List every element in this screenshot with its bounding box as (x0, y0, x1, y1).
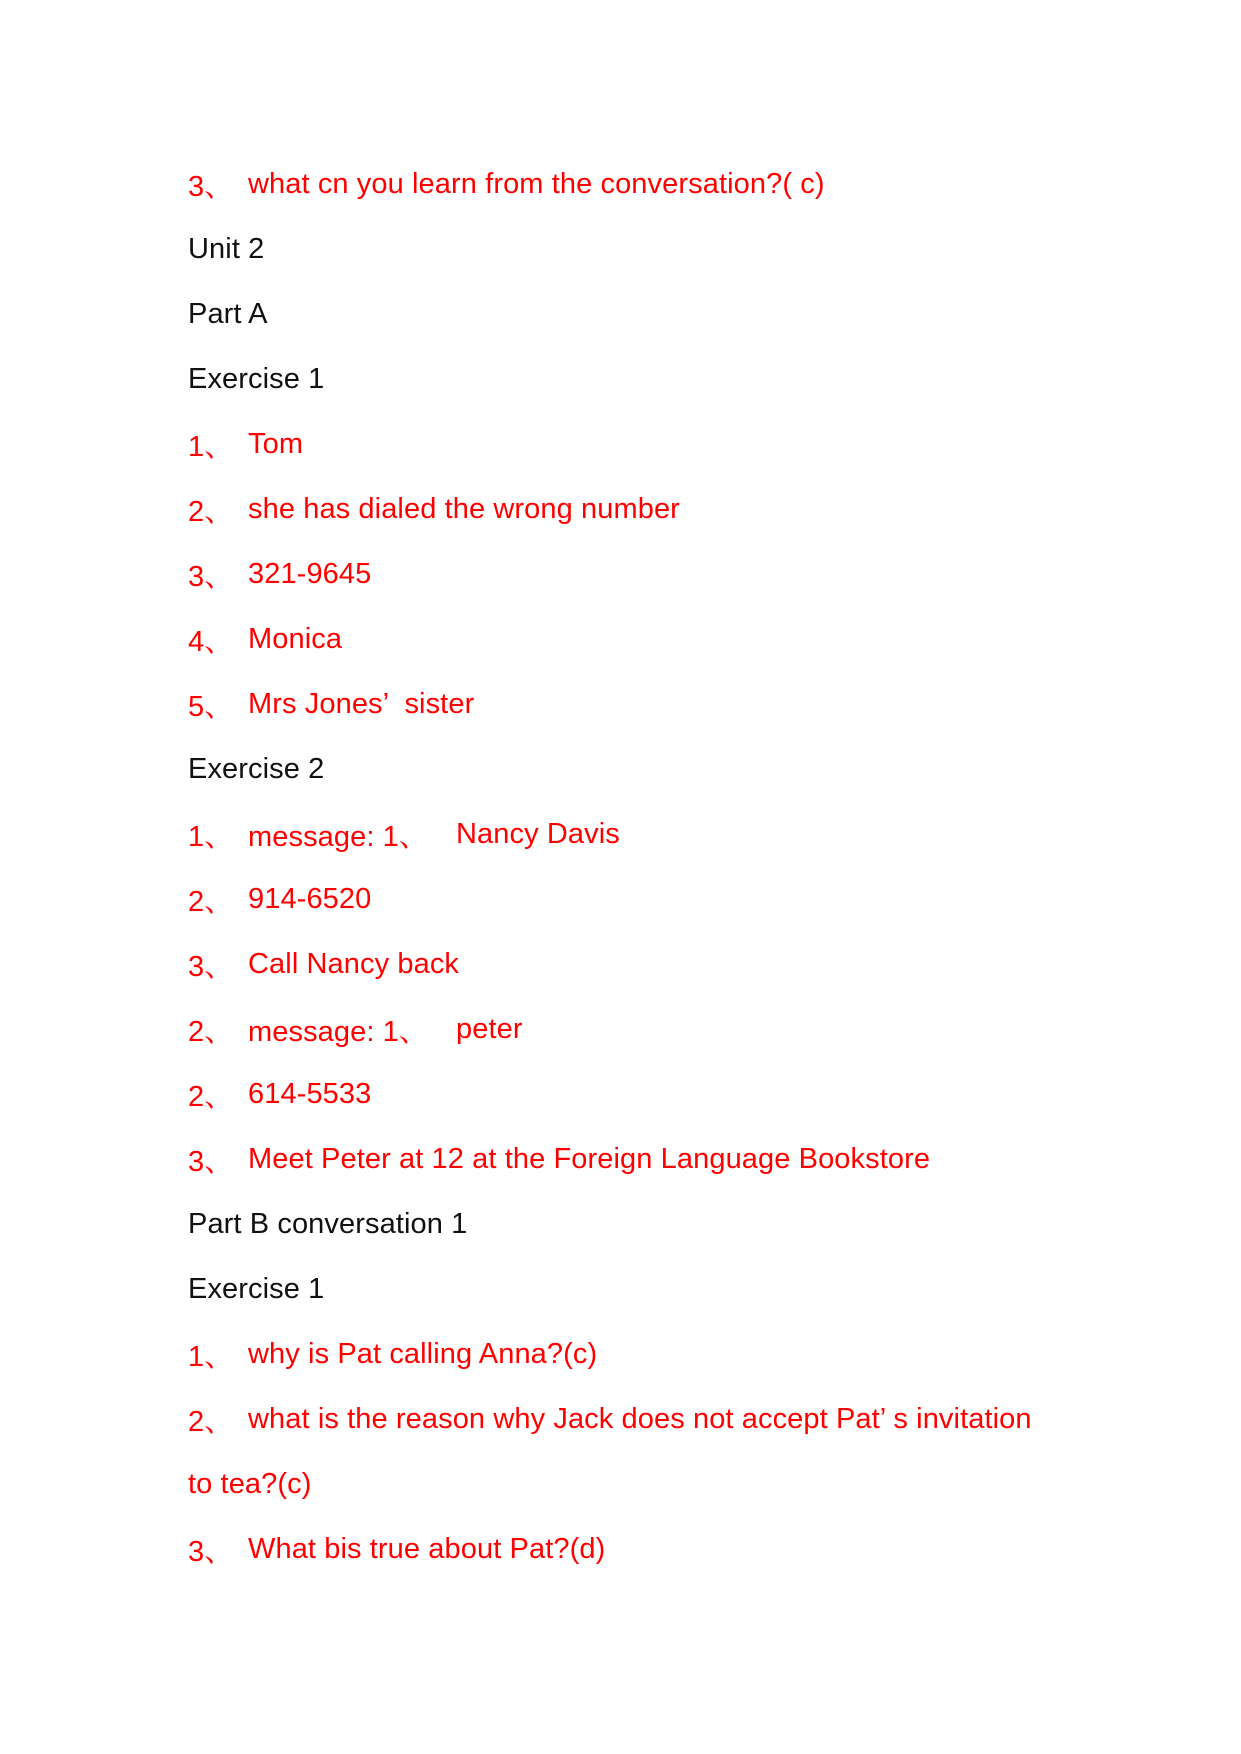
item-text: she has dialed the wrong number (248, 493, 680, 525)
answer-item (188, 477, 1088, 542)
item-number: 2、 (188, 1406, 234, 1438)
answer-key-content (188, 152, 1088, 1582)
answer-item (188, 1322, 1088, 1387)
item-number: 3、 (188, 951, 234, 983)
answer-item (188, 152, 1088, 217)
exercise-heading (188, 347, 1088, 412)
item-text: why is Pat calling Anna?(c) (248, 1338, 598, 1370)
heading-text: Exercise 1 (188, 363, 325, 395)
item-number: 3、 (188, 1536, 234, 1568)
item-text: Monica (248, 623, 343, 655)
item-text-secondary: Nancy Davis (456, 818, 620, 850)
item-text: what is the reason why Jack does not accept Pat’ s invitation (248, 1403, 1032, 1435)
item-text: message: 1、 (248, 821, 429, 853)
answer-item (188, 802, 1088, 867)
item-number: 4、 (188, 626, 234, 658)
item-text: Mrs Jones’ sister (248, 688, 475, 720)
answer-item (188, 1517, 1088, 1582)
item-text: 914-6520 (248, 883, 372, 915)
heading-text: Exercise 2 (188, 753, 325, 785)
item-number: 1、 (188, 821, 234, 853)
answer-item (188, 997, 1088, 1062)
answer-item (188, 607, 1088, 672)
exercise-heading (188, 737, 1088, 802)
heading-text: Part B conversation 1 (188, 1208, 468, 1240)
item-text: 321-9645 (248, 558, 372, 590)
item-number: 2、 (188, 1016, 234, 1048)
part-heading (188, 1192, 1088, 1257)
item-text-secondary: peter (456, 1013, 523, 1045)
item-text: 614-5533 (248, 1078, 372, 1110)
answer-item (188, 1127, 1088, 1192)
item-text: message: 1、 (248, 1016, 429, 1048)
answer-item (188, 1387, 1088, 1452)
item-number: 2、 (188, 496, 234, 528)
exercise-heading (188, 1257, 1088, 1322)
item-text: Tom (248, 428, 304, 460)
answer-item (188, 672, 1088, 737)
answer-item-continuation (188, 1452, 1088, 1517)
item-text: Meet Peter at 12 at the Foreign Language Bookstore (248, 1143, 931, 1175)
item-number: 5、 (188, 691, 234, 723)
item-number: 2、 (188, 886, 234, 918)
item-number: 2、 (188, 1081, 234, 1113)
item-text: to tea?(c) (188, 1468, 312, 1500)
heading-text: Unit 2 (188, 233, 265, 265)
heading-text: Exercise 1 (188, 1273, 325, 1305)
answer-item (188, 412, 1088, 477)
item-number: 1、 (188, 1341, 234, 1373)
answer-item (188, 867, 1088, 932)
item-number: 3、 (188, 561, 234, 593)
item-number: 1、 (188, 431, 234, 463)
item-text: Call Nancy back (248, 948, 460, 980)
unit-heading (188, 217, 1088, 282)
heading-text: Part A (188, 298, 268, 330)
item-text: What bis true about Pat?(d) (248, 1533, 606, 1565)
answer-item (188, 1062, 1088, 1127)
answer-item (188, 932, 1088, 997)
part-heading (188, 282, 1088, 347)
item-number: 3、 (188, 171, 234, 203)
item-text: what cn you learn from the conversation?( c) (248, 168, 825, 200)
item-number: 3、 (188, 1146, 234, 1178)
answer-item (188, 542, 1088, 607)
